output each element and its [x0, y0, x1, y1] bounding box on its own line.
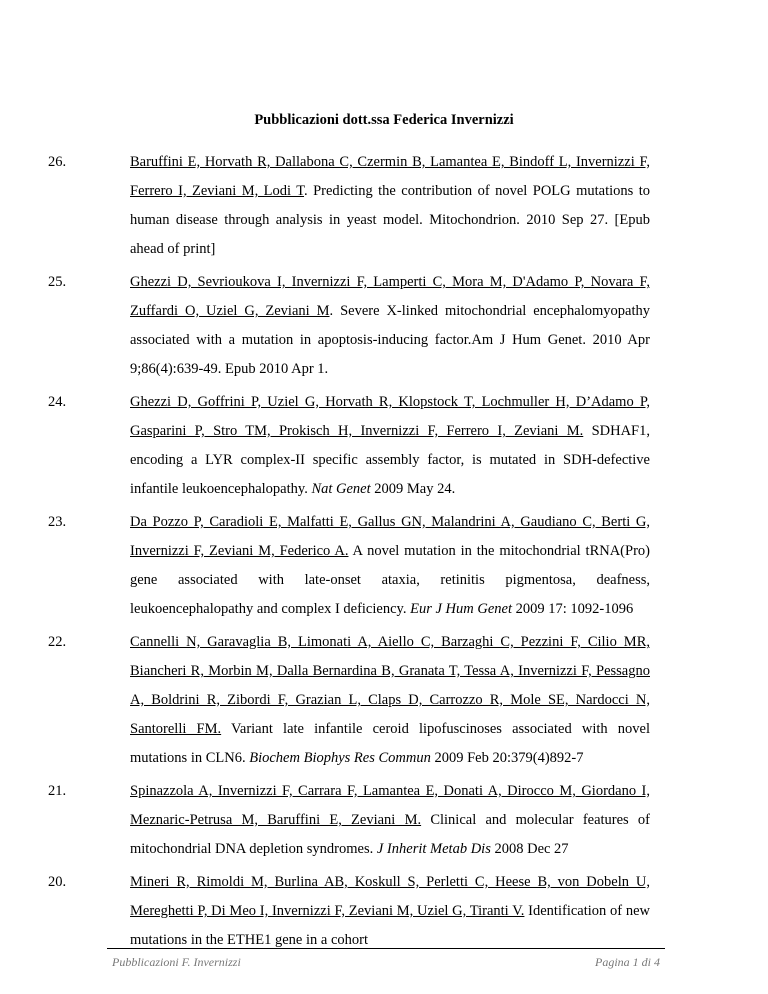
reference-authors[interactable]: Ghezzi D, Sevrioukova I, Invernizzi F, Lamperti C, Mora M, D'Adamo P, Novara F, Zuffardi O, Uziel G, Zeviani M — [130, 274, 650, 319]
reference-authors[interactable]: Spinazzola A, Invernizzi F, Carrara F, Lamantea E, Donati A, Dirocco M, Giordano I, Meznaric-Petrusa M, Baruffini E, Zeviani M. — [130, 783, 650, 828]
reference-tail: 2009 17: 1092-1096 — [511, 601, 634, 617]
reference-journal: Eur J Hum Genet — [410, 601, 512, 617]
reference-item — [48, 868, 650, 955]
reference-list — [48, 148, 651, 959]
reference-journal: Biochem Biophys Res Commun — [249, 750, 431, 766]
reference-journal: J Inherit Metab Dis — [376, 841, 491, 857]
reference-authors[interactable]: Mineri R, Rimoldi M, Burlina AB, Koskull S, Perletti C, Heese B, von Dobeln U, Mereghetti P, Di Meo I, Invernizzi F, Zeviani M, Uziel G, Tiranti V. — [130, 874, 650, 919]
reference-number: 21. — [48, 783, 67, 799]
footer-page-number: Pagina 1 di 4 — [595, 955, 660, 969]
reference-journal: Nat Genet — [311, 481, 371, 497]
reference-body — [130, 268, 650, 384]
reference-item — [48, 628, 650, 773]
reference-tail: 2009 Feb 20:379(4)892-7 — [430, 750, 584, 766]
reference-text: A novel mutation in the mitochondrial tRNA(Pro) gene associated with late-onset ataxia, retinitis pigmentosa, deafness, leukoencephalopathy and complex I deficiency. — [130, 543, 650, 617]
reference-authors[interactable]: Ghezzi D, Goffrini P, Uziel G, Horvath R, Klopstock T, Lochmuller H, D’Adamo P, Gasparini P, Stro TM, Prokisch H, Invernizzi F, Ferrero I, Zeviani M. — [130, 394, 650, 439]
reference-body — [130, 777, 650, 864]
reference-text: . Severe X-linked mitochondrial encephalomyopathy associated with a mutation in apoptosis-inducing factor.Am J Hum Genet. 2010 Apr 9;86(4):639-49. Epub 2010 Apr 1. — [130, 303, 650, 377]
reference-item — [48, 777, 651, 864]
reference-body — [130, 868, 650, 955]
reference-text: Clinical and molecular features of mitochondrial DNA depletion syndromes. — [130, 812, 651, 857]
reference-number: 22. — [48, 634, 67, 650]
footer-divider — [107, 948, 665, 949]
reference-number: 26. — [48, 154, 67, 170]
reference-authors[interactable]: Baruffini E, Horvath R, Dallabona C, Czermin B, Lamantea E, Bindoff L, Invernizzi F, Ferrero I, Zeviani M, Lodi T — [130, 154, 650, 199]
reference-body — [130, 148, 650, 264]
reference-text: Identification of new mutations in the ETHE1 gene in a cohort — [130, 903, 650, 948]
reference-tail: 2009 May 24. — [370, 481, 456, 497]
reference-number: 23. — [48, 514, 67, 530]
reference-item — [48, 268, 650, 384]
reference-body — [130, 628, 650, 773]
reference-body — [130, 388, 650, 504]
footer-document-title: Pubblicazioni F. Invernizzi — [112, 955, 241, 969]
page-title: Pubblicazioni dott.ssa Federica Invernizzi — [254, 112, 514, 128]
reference-text: Variant late infantile ceroid lipofuscinoses associated with novel mutations in CLN6. — [130, 721, 650, 766]
reference-text: SDHAF1, encoding a LYR complex-II specific assembly factor, is mutated in SDH-defective infantile leukoencephalopathy. — [130, 423, 650, 497]
reference-body — [130, 508, 650, 624]
reference-authors[interactable]: Cannelli N, Garavaglia B, Limonati A, Aiello C, Barzaghi C, Pezzini F, Cilio MR, Biancheri R, Morbin M, Dalla Bernardina B, Granata T, Tessa A, Invernizzi F, Pessagno A, Boldrini R, Zibordi F, Grazian L, Claps D, Carrozzo R, Mole SE, Nardocci N, Santorelli FM. — [130, 634, 650, 737]
reference-number: 20. — [48, 874, 67, 890]
reference-number: 25. — [48, 274, 67, 290]
reference-item — [48, 508, 650, 624]
reference-tail: 2008 Dec 27 — [490, 841, 569, 857]
reference-number: 24. — [48, 394, 67, 410]
reference-item — [48, 388, 650, 504]
reference-authors[interactable]: Da Pozzo P, Caradioli E, Malfatti E, Gallus GN, Malandrini A, Gaudiano C, Berti G, Invernizzi F, Zeviani M, Federico A. — [130, 514, 650, 559]
reference-text: . Predicting the contribution of novel POLG mutations to human disease through analysis in yeast model. Mitochondrion. 2010 Sep 27. [Epub ahead of print] — [130, 183, 650, 257]
reference-item — [48, 148, 650, 264]
